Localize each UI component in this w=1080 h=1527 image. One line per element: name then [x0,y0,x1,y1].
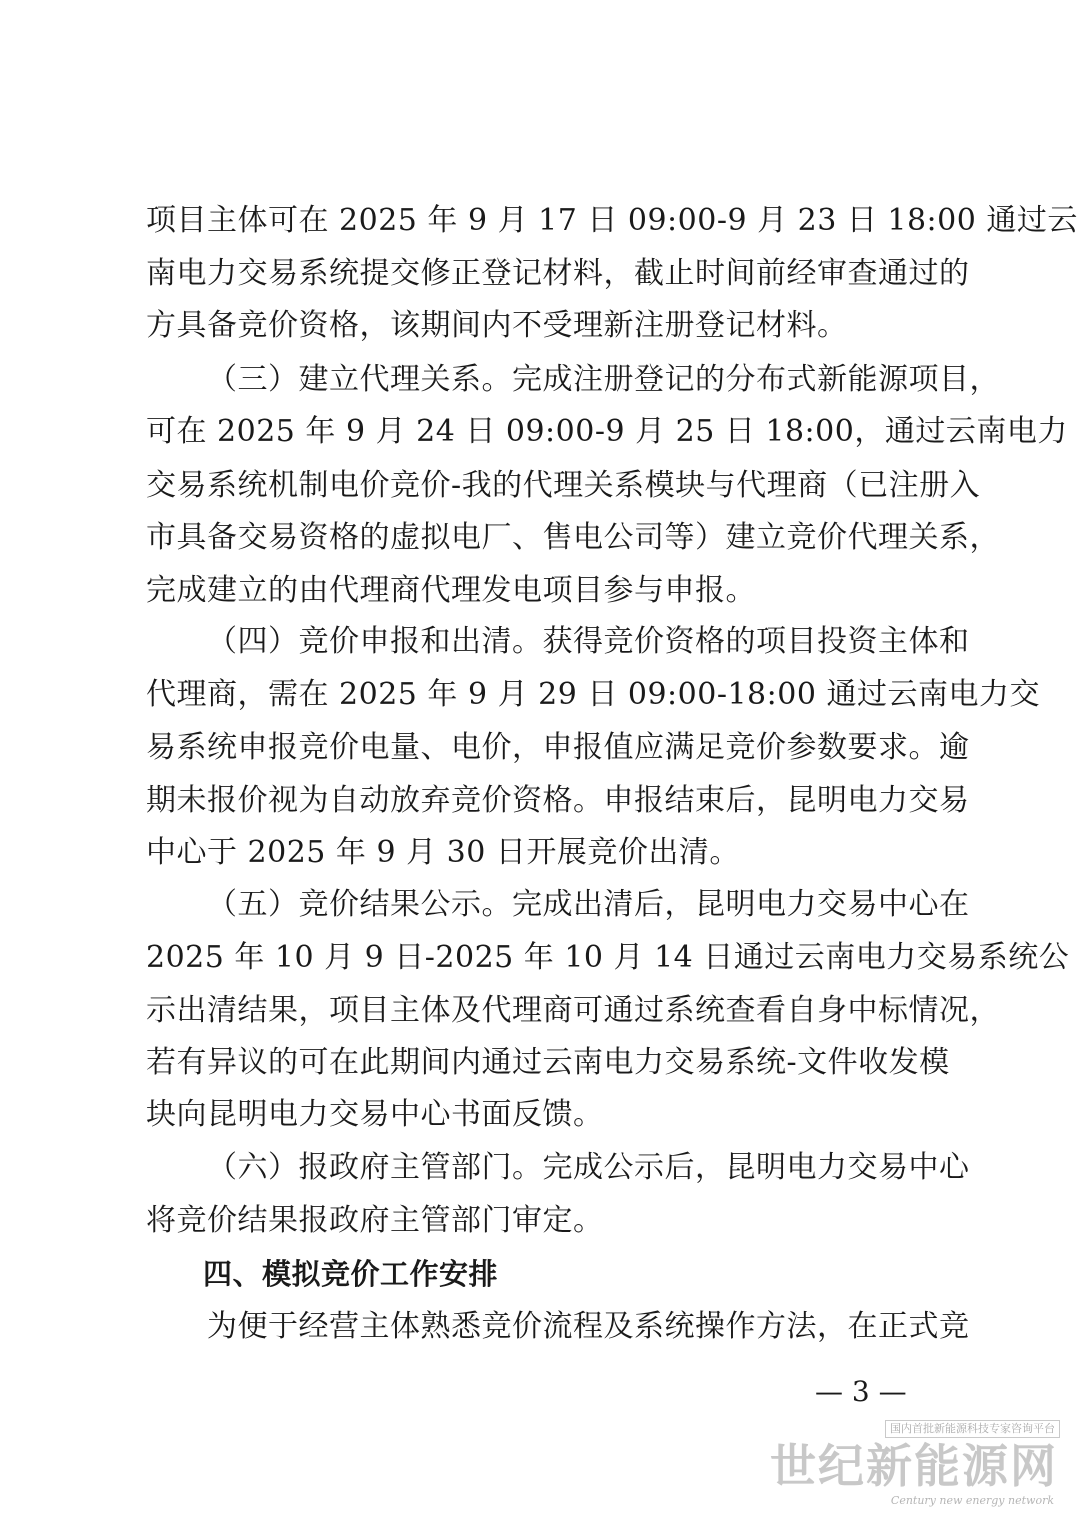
paragraph-five-start: （五）竞价结果公示。完成出清后，昆明电力交易中心在 [207,887,970,922]
body-text-line: 若有异议的可在此期间内通过云南电力交易系统-文件收发模 [146,1045,950,1080]
paragraph-six-start: （六）报政府主管部门。完成公示后，昆明电力交易中心 [207,1150,970,1185]
body-text-line: 中心于 2025 年 9 月 30 日开展竞价出清。 [146,835,740,870]
body-text-line: 易系统申报竞价电量、电价，申报值应满足竞价参数要求。逾 [146,730,970,765]
watermark-tagline: 国内首批新能源科技专家咨询平台 [885,1420,1060,1438]
paragraph-four-start: （四）竞价申报和出清。获得竞价资格的项目投资主体和 [207,624,970,659]
body-text-line: 可在 2025 年 9 月 24 日 09:00-9 月 25 日 18:00，通过云南电力 [146,414,1068,449]
body-text-line: 完成建立的由代理商代理发电项目参与申报。 [146,573,756,608]
body-text-line: 示出清结果，项目主体及代理商可通过系统查看自身中标情况， [146,993,1000,1028]
body-text-line: 交易系统机制电价竞价-我的代理关系模块与代理商（已注册入 [146,468,981,503]
section-heading: 四、模拟竞价工作安排 [203,1257,499,1291]
body-text-line: 2025 年 10 月 9 日-2025 年 10 月 14 日通过云南电力交易系统公 [146,940,1070,975]
body-text-line: 代理商，需在 2025 年 9 月 29 日 09:00-18:00 通过云南电力交 [146,677,1040,712]
watermark-english: Century new energy network [890,1494,1054,1507]
watermark-logo [770,1420,1060,1515]
body-text-line: 项目主体可在 2025 年 9 月 17 日 09:00-9 月 23 日 18:00 通过云 [146,203,1078,238]
watermark-brand: 世纪新能源网 [770,1439,1058,1493]
body-text-line: 为便于经营主体熟悉竞价流程及系统操作方法，在正式竞 [207,1309,970,1344]
body-text-line: 块向昆明电力交易中心书面反馈。 [146,1097,604,1132]
body-text-line: 将竞价结果报政府主管部门审定。 [146,1203,604,1238]
body-text-line: 期未报价视为自动放弃竞价资格。申报结束后，昆明电力交易 [146,783,970,818]
body-text-line: 南电力交易系统提交修正登记材料，截止时间前经审查通过的 [146,256,970,291]
body-text-line: 方具备竞价资格，该期间内不受理新注册登记材料。 [146,308,848,343]
body-text-line: 市具备交易资格的虚拟电厂、售电公司等）建立竞价代理关系， [146,520,1000,555]
page-number: — 3 — [815,1375,907,1408]
paragraph-three-start: （三）建立代理关系。完成注册登记的分布式新能源项目， [207,362,1000,397]
